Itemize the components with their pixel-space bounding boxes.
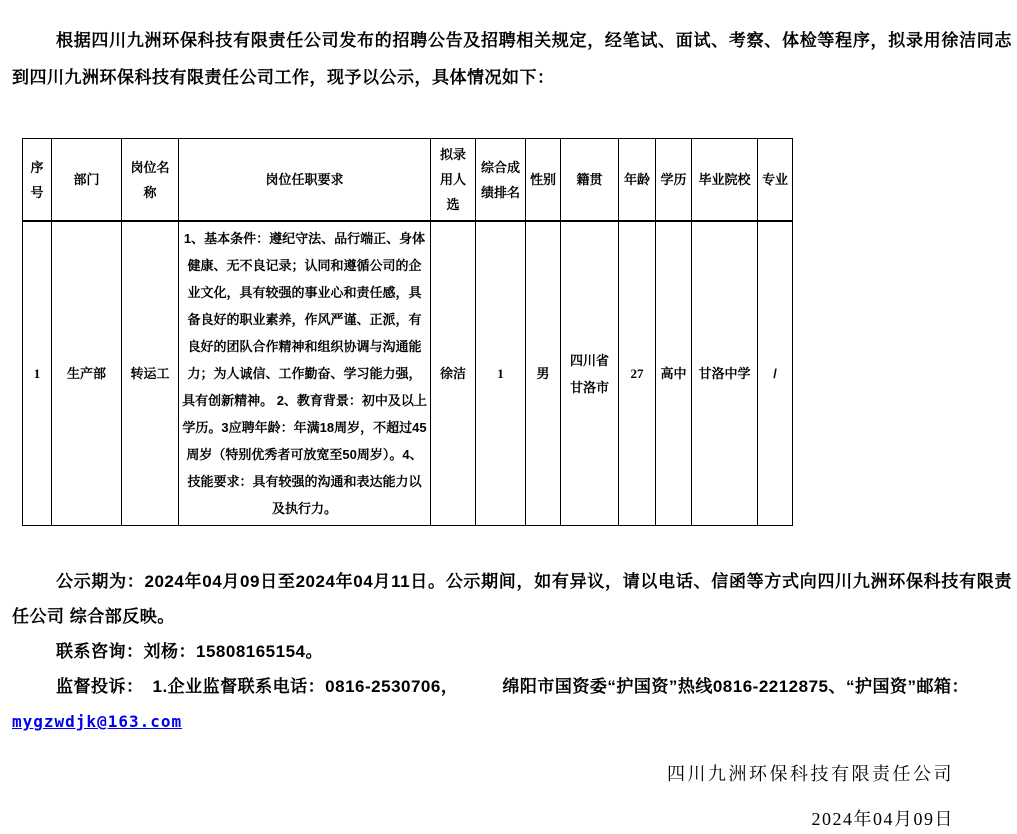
table-row: [23, 221, 793, 526]
cell-position: 转运工: [122, 221, 179, 526]
cell-age: 27: [619, 221, 656, 526]
header-cell-candidate: 拟录用人选: [431, 139, 476, 222]
header-cell-department: 部门: [52, 139, 122, 222]
header-cell-rank: 综合成绩排名: [476, 139, 526, 222]
announcement-page: [0, 22, 1017, 829]
header-cell-gender: 性别: [526, 139, 561, 222]
header-cell-major: 专业: [758, 139, 793, 222]
supervision-line: 监督投诉： 1.企业监督联系电话：0816-2530706， 绵阳市国资委“护国资”热线0816-2212875、“护国资”邮箱：: [56, 677, 969, 696]
email-line: [12, 704, 1012, 739]
cell-gender: 男: [526, 221, 561, 526]
cell-school: 甘洛中学: [692, 221, 758, 526]
signature-date: 2024年04月09日: [811, 809, 954, 829]
intro-paragraph: 根据四川九洲环保科技有限责任公司发布的招聘公告及招聘相关规定，经笔试、面试、考察、体检等程序，拟录用徐洁同志到四川九洲环保科技有限责任公司工作，现予以公示，具体情况如下：: [12, 31, 1012, 87]
header-cell-age: 年龄: [619, 139, 656, 222]
cell-seq: 1: [23, 221, 52, 526]
header-cell-school: 毕业院校: [692, 139, 758, 222]
header-cell-position: 岗位名称: [122, 139, 179, 222]
cell-native-place: 四川省甘洛市: [561, 221, 619, 526]
signature-block: [12, 759, 1012, 834]
header-cell-seq: 序号: [23, 139, 52, 222]
signature-company: 四川九洲环保科技有限责任公司: [667, 764, 954, 784]
cell-candidate: 徐洁: [431, 221, 476, 526]
cell-department: 生产部: [52, 221, 122, 526]
cell-major: /: [758, 221, 793, 526]
publicity-period-paragraph: 公示期为：2024年04月09日至2024年04月11日。公示期间，如有异议，请以电话、信函等方式向四川九洲环保科技有限责任公司 综合部反映。: [12, 572, 1012, 626]
cell-rank: 1: [476, 221, 526, 526]
footer-text-block: [12, 564, 1012, 739]
header-cell-native-place: 籍贯: [561, 139, 619, 222]
email-link[interactable]: mygzwdjk@163.com: [12, 712, 183, 731]
contact-line: 联系咨询：刘杨：15808165154。: [56, 642, 324, 661]
roster-table: [22, 138, 793, 526]
header-cell-education: 学历: [656, 139, 692, 222]
cell-requirements: 1、基本条件：遵纪守法、品行端正、身体健康、无不良记录；认同和遵循公司的企业文化，具有较强的事业心和责任感，具备良好的职业素养，作风严谨、正派，有良好的团队合作精神和组织协调与沟通能力；为人诚信、工作勤奋、学习能力强，具有创新精神。 2、教育背景：初中及以上学历。3应聘年龄：年满18周岁，不超过45周岁（特别优秀者可放宽至50周岁）。4、技能要求：具有较强的沟通和表达能力以及执行力。: [179, 221, 431, 526]
header-cell-requirements: 岗位任职要求: [179, 139, 431, 222]
table-header-row: [23, 139, 793, 222]
cell-education: 高中: [656, 221, 692, 526]
